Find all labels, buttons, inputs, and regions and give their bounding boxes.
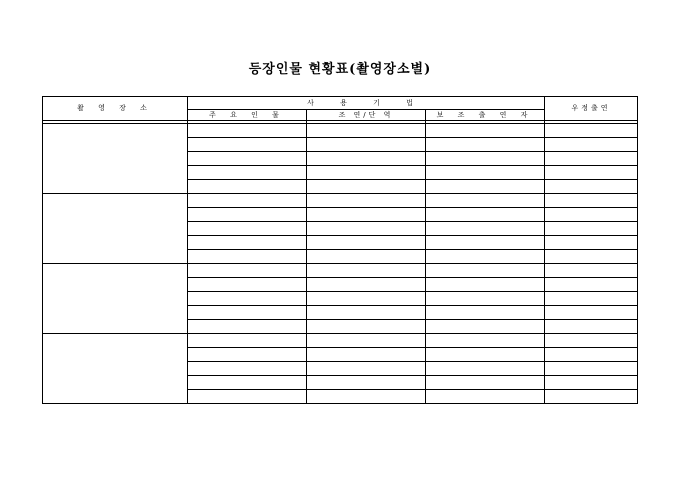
- main-characters-cell[interactable]: [188, 334, 307, 348]
- cameo-cell[interactable]: [545, 306, 638, 320]
- table-row: [43, 124, 638, 138]
- header-usage: 사 용 기 법: [188, 97, 545, 110]
- cameo-cell[interactable]: [545, 348, 638, 362]
- extras-cell[interactable]: [426, 138, 545, 152]
- extras-cell[interactable]: [426, 264, 545, 278]
- extras-cell[interactable]: [426, 306, 545, 320]
- supporting-cell[interactable]: [307, 250, 426, 264]
- supporting-cell[interactable]: [307, 376, 426, 390]
- supporting-cell[interactable]: [307, 236, 426, 250]
- extras-cell[interactable]: [426, 180, 545, 194]
- extras-cell[interactable]: [426, 292, 545, 306]
- cameo-cell[interactable]: [545, 376, 638, 390]
- supporting-cell[interactable]: [307, 292, 426, 306]
- main-characters-cell[interactable]: [188, 348, 307, 362]
- supporting-cell[interactable]: [307, 264, 426, 278]
- cameo-cell[interactable]: [545, 264, 638, 278]
- supporting-cell[interactable]: [307, 208, 426, 222]
- supporting-cell[interactable]: [307, 278, 426, 292]
- main-characters-cell[interactable]: [188, 390, 307, 404]
- main-characters-cell[interactable]: [188, 180, 307, 194]
- main-characters-cell[interactable]: [188, 166, 307, 180]
- cameo-cell[interactable]: [545, 320, 638, 334]
- cameo-cell[interactable]: [545, 208, 638, 222]
- extras-cell[interactable]: [426, 250, 545, 264]
- main-characters-cell[interactable]: [188, 292, 307, 306]
- cameo-cell[interactable]: [545, 124, 638, 138]
- extras-cell[interactable]: [426, 194, 545, 208]
- supporting-cell[interactable]: [307, 306, 426, 320]
- header-extras: 보 조 출 연 자: [426, 110, 545, 121]
- supporting-cell[interactable]: [307, 166, 426, 180]
- cameo-cell[interactable]: [545, 222, 638, 236]
- cameo-cell[interactable]: [545, 362, 638, 376]
- extras-cell[interactable]: [426, 390, 545, 404]
- main-characters-cell[interactable]: [188, 194, 307, 208]
- cast-status-table: [42, 96, 638, 404]
- header-supporting: 조 연/단 역: [307, 110, 426, 121]
- main-characters-cell[interactable]: [188, 124, 307, 138]
- extras-cell[interactable]: [426, 166, 545, 180]
- location-cell[interactable]: [43, 334, 188, 404]
- cameo-cell[interactable]: [545, 180, 638, 194]
- main-characters-cell[interactable]: [188, 250, 307, 264]
- supporting-cell[interactable]: [307, 320, 426, 334]
- extras-cell[interactable]: [426, 376, 545, 390]
- cameo-cell[interactable]: [545, 390, 638, 404]
- extras-cell[interactable]: [426, 348, 545, 362]
- supporting-cell[interactable]: [307, 390, 426, 404]
- main-characters-cell[interactable]: [188, 236, 307, 250]
- extras-cell[interactable]: [426, 278, 545, 292]
- main-characters-cell[interactable]: [188, 376, 307, 390]
- extras-cell[interactable]: [426, 152, 545, 166]
- supporting-cell[interactable]: [307, 180, 426, 194]
- table-row: [43, 194, 638, 208]
- location-cell[interactable]: [43, 124, 188, 194]
- cameo-cell[interactable]: [545, 334, 638, 348]
- cameo-cell[interactable]: [545, 138, 638, 152]
- extras-cell[interactable]: [426, 362, 545, 376]
- document-title: 등장인물 현황표(촬영장소별): [248, 62, 432, 77]
- location-cell[interactable]: [43, 264, 188, 334]
- extras-cell[interactable]: [426, 334, 545, 348]
- cameo-cell[interactable]: [545, 194, 638, 208]
- main-characters-cell[interactable]: [188, 264, 307, 278]
- supporting-cell[interactable]: [307, 362, 426, 376]
- supporting-cell[interactable]: [307, 138, 426, 152]
- extras-cell[interactable]: [426, 222, 545, 236]
- extras-cell[interactable]: [426, 236, 545, 250]
- table-row: [43, 334, 638, 348]
- header-main-characters: 주 요 인 물: [188, 110, 307, 121]
- table-row: [43, 264, 638, 278]
- supporting-cell[interactable]: [307, 194, 426, 208]
- header-cameo: 우정출연: [545, 97, 638, 121]
- cameo-cell[interactable]: [545, 166, 638, 180]
- main-characters-cell[interactable]: [188, 208, 307, 222]
- cameo-cell[interactable]: [545, 278, 638, 292]
- cameo-cell[interactable]: [545, 152, 638, 166]
- main-characters-cell[interactable]: [188, 320, 307, 334]
- supporting-cell[interactable]: [307, 124, 426, 138]
- cameo-cell[interactable]: [545, 250, 638, 264]
- main-characters-cell[interactable]: [188, 152, 307, 166]
- cameo-cell[interactable]: [545, 292, 638, 306]
- extras-cell[interactable]: [426, 320, 545, 334]
- location-cell[interactable]: [43, 194, 188, 264]
- main-characters-cell[interactable]: [188, 138, 307, 152]
- cameo-cell[interactable]: [545, 236, 638, 250]
- header-location: 촬 영 장 소: [43, 97, 188, 121]
- extras-cell[interactable]: [426, 208, 545, 222]
- supporting-cell[interactable]: [307, 222, 426, 236]
- supporting-cell[interactable]: [307, 152, 426, 166]
- supporting-cell[interactable]: [307, 334, 426, 348]
- extras-cell[interactable]: [426, 124, 545, 138]
- supporting-cell[interactable]: [307, 348, 426, 362]
- main-characters-cell[interactable]: [188, 362, 307, 376]
- main-characters-cell[interactable]: [188, 222, 307, 236]
- main-characters-cell[interactable]: [188, 306, 307, 320]
- main-characters-cell[interactable]: [188, 278, 307, 292]
